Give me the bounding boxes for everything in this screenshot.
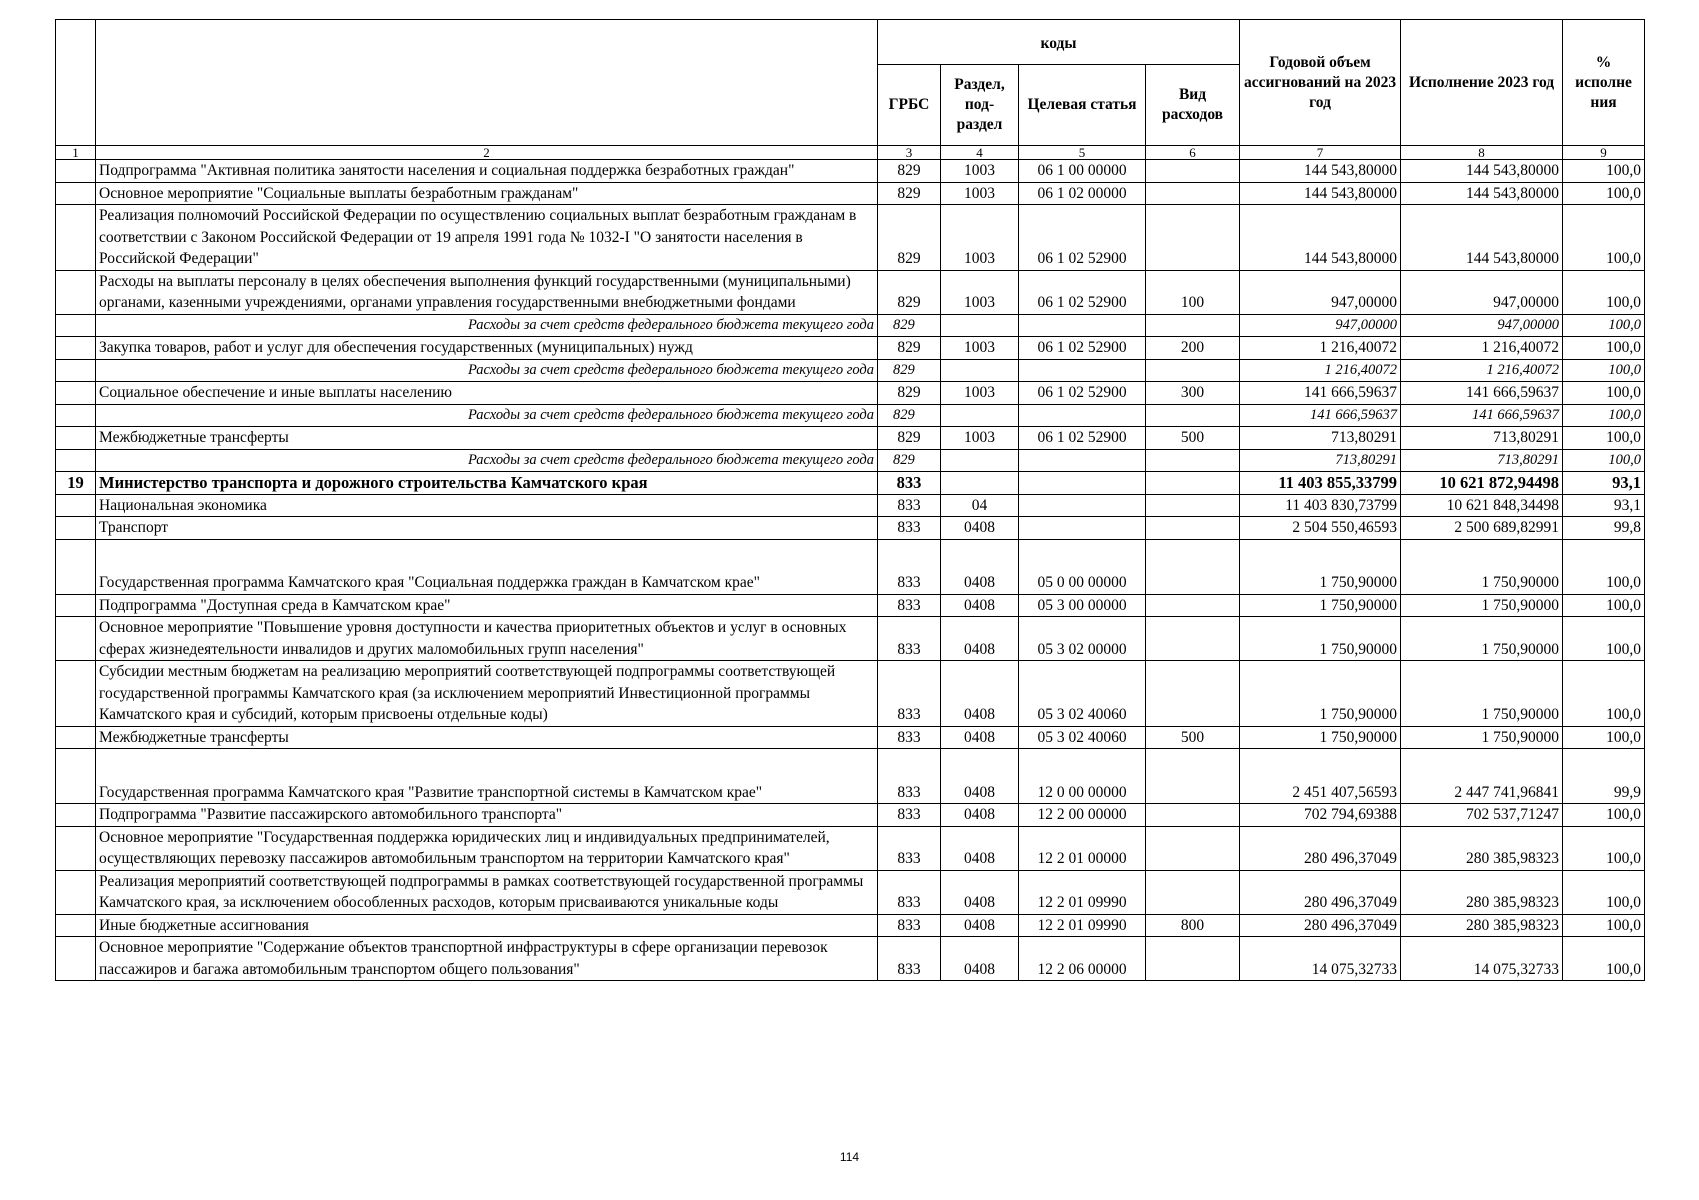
row-percent: 100,0 (1563, 337, 1645, 360)
row-execution: 713,80291 (1401, 427, 1563, 450)
row-target (1019, 449, 1146, 472)
row-annual: 144 543,80000 (1240, 160, 1401, 183)
row-percent: 100,0 (1563, 359, 1645, 382)
row-description: Министерство транспорта и дорожного строительства Камчатского края (96, 472, 878, 495)
row-annual: 1 750,90000 (1240, 726, 1401, 749)
table-row (56, 937, 1645, 981)
column-number-cell: 5 (1019, 146, 1146, 160)
page-number: 114 (839, 1150, 860, 1164)
row-description: Основное мероприятие "Социальные выплаты безработным гражданам" (96, 182, 878, 205)
row-target (1019, 404, 1146, 427)
row-description: Социальное обеспечение и иные выплаты населению (96, 382, 878, 405)
row-grbs: 833 (878, 539, 941, 594)
row-expense-type: 500 (1146, 427, 1240, 450)
row-expense-type (1146, 870, 1240, 914)
row-percent: 100,0 (1563, 205, 1645, 271)
row-number (56, 914, 96, 937)
row-description: Реализация полномочий Российской Федерации по осуществлению социальных выплат безработным гражданам в соответствии с Законом Российской Федерации от 19 апреля 1991 года № 1032-I "О занятости населения в Российской Федерации" (96, 205, 878, 271)
row-annual: 11 403 855,33799 (1240, 472, 1401, 495)
row-execution: 1 750,90000 (1401, 661, 1563, 727)
row-section: 1003 (941, 160, 1019, 183)
row-description: Подпрограмма "Активная политика занятости населения и социальная поддержка безработных граждан" (96, 160, 878, 183)
row-percent: 93,1 (1563, 494, 1645, 517)
row-annual: 141 666,59637 (1240, 404, 1401, 427)
row-execution: 144 543,80000 (1401, 182, 1563, 205)
row-number (56, 937, 96, 981)
row-section: 1003 (941, 182, 1019, 205)
row-percent: 100,0 (1563, 914, 1645, 937)
table-row (56, 749, 1645, 804)
row-percent: 100,0 (1563, 182, 1645, 205)
row-section: 0408 (941, 539, 1019, 594)
row-percent: 100,0 (1563, 937, 1645, 981)
row-description: Расходы на выплаты персоналу в целях обеспечения выполнения функций государственными (муниципальными) органами, казенными учреждениями, органами управления государственными внебюджетными фондами (96, 270, 878, 314)
row-target: 12 2 06 00000 (1019, 937, 1146, 981)
row-target (1019, 494, 1146, 517)
row-number (56, 494, 96, 517)
row-annual: 947,00000 (1240, 314, 1401, 337)
row-number (56, 382, 96, 405)
row-target: 05 3 02 40060 (1019, 726, 1146, 749)
row-annual: 144 543,80000 (1240, 182, 1401, 205)
row-grbs: 829 (878, 314, 941, 337)
row-target: 12 2 00 00000 (1019, 804, 1146, 827)
row-percent: 100,0 (1563, 617, 1645, 661)
row-description: Подпрограмма "Доступная среда в Камчатском крае" (96, 594, 878, 617)
row-expense-type: 100 (1146, 270, 1240, 314)
row-description: Расходы за счет средств федерального бюджета текущего года (96, 359, 878, 382)
row-grbs: 829 (878, 427, 941, 450)
row-grbs: 829 (878, 382, 941, 405)
row-execution: 1 750,90000 (1401, 539, 1563, 594)
row-percent: 100,0 (1563, 160, 1645, 183)
row-section: 1003 (941, 205, 1019, 271)
row-target: 06 1 02 52900 (1019, 427, 1146, 450)
row-section: 1003 (941, 270, 1019, 314)
row-description: Основное мероприятие "Государственная поддержка юридических лиц и индивидуальных предпринимателей, осуществляющих перевозку пассажиров автомобильным транспортом на территории Камчатского края" (96, 826, 878, 870)
row-expense-type (1146, 749, 1240, 804)
row-annual: 14 075,32733 (1240, 937, 1401, 981)
row-annual: 141 666,59637 (1240, 382, 1401, 405)
row-grbs: 833 (878, 494, 941, 517)
row-description: Расходы за счет средств федерального бюджета текущего года (96, 404, 878, 427)
row-annual: 11 403 830,73799 (1240, 494, 1401, 517)
row-grbs: 833 (878, 472, 941, 495)
row-number (56, 205, 96, 271)
row-percent: 99,8 (1563, 517, 1645, 540)
row-percent: 100,0 (1563, 726, 1645, 749)
row-annual: 280 496,37049 (1240, 870, 1401, 914)
row-target: 05 0 00 00000 (1019, 539, 1146, 594)
row-execution: 1 216,40072 (1401, 359, 1563, 382)
row-section: 0408 (941, 826, 1019, 870)
row-section (941, 359, 1019, 382)
header-section: Раздел, под-раздел (941, 65, 1019, 146)
row-percent: 100,0 (1563, 404, 1645, 427)
row-percent: 93,1 (1563, 472, 1645, 495)
row-description: Государственная программа Камчатского края "Развитие транспортной системы в Камчатском крае" (96, 749, 878, 804)
column-number-cell: 9 (1563, 146, 1645, 160)
row-description: Закупка товаров, работ и услуг для обеспечения государственных (муниципальных) нужд (96, 337, 878, 360)
row-annual: 280 496,37049 (1240, 914, 1401, 937)
row-expense-type (1146, 472, 1240, 495)
row-grbs: 833 (878, 804, 941, 827)
row-target: 05 3 02 40060 (1019, 661, 1146, 727)
row-number (56, 661, 96, 727)
header-num (56, 20, 96, 146)
header-execution: Исполнение 2023 год (1401, 20, 1563, 146)
table-row (56, 826, 1645, 870)
table-row (56, 449, 1645, 472)
table-body (56, 160, 1645, 981)
row-target (1019, 517, 1146, 540)
row-expense-type (1146, 160, 1240, 183)
row-expense-type: 800 (1146, 914, 1240, 937)
row-target (1019, 359, 1146, 382)
row-section (941, 404, 1019, 427)
table-row (56, 494, 1645, 517)
row-description: Подпрограмма "Развитие пассажирского автомобильного транспорта" (96, 804, 878, 827)
row-section: 0408 (941, 914, 1019, 937)
row-annual: 1 216,40072 (1240, 337, 1401, 360)
row-target: 06 1 02 52900 (1019, 382, 1146, 405)
table-row (56, 726, 1645, 749)
row-execution: 141 666,59637 (1401, 382, 1563, 405)
row-percent: 100,0 (1563, 594, 1645, 617)
row-expense-type (1146, 404, 1240, 427)
row-expense-type (1146, 449, 1240, 472)
column-number-cell: 3 (878, 146, 941, 160)
row-annual: 2 504 550,46593 (1240, 517, 1401, 540)
row-execution: 10 621 848,34498 (1401, 494, 1563, 517)
row-annual: 144 543,80000 (1240, 205, 1401, 271)
row-annual: 713,80291 (1240, 449, 1401, 472)
row-execution: 1 216,40072 (1401, 337, 1563, 360)
row-grbs: 833 (878, 870, 941, 914)
table-row (56, 661, 1645, 727)
table-row (56, 914, 1645, 937)
row-grbs: 833 (878, 749, 941, 804)
header-percent: % исполне ния (1563, 20, 1645, 146)
row-grbs: 829 (878, 205, 941, 271)
row-number (56, 749, 96, 804)
row-annual: 947,00000 (1240, 270, 1401, 314)
row-percent: 100,0 (1563, 661, 1645, 727)
table-row (56, 870, 1645, 914)
row-description: Расходы за счет средств федерального бюджета текущего года (96, 314, 878, 337)
budget-execution-table (55, 19, 1645, 981)
row-section: 04 (941, 494, 1019, 517)
row-target: 06 1 00 00000 (1019, 160, 1146, 183)
row-description: Национальная экономика (96, 494, 878, 517)
row-description: Реализация мероприятий соответствующей подпрограммы в рамках соответствующей государственной программы Камчатского края, за исключением обособленных расходов, которым присваиваются уникальные коды (96, 870, 878, 914)
row-expense-type (1146, 359, 1240, 382)
row-target (1019, 314, 1146, 337)
table-row (56, 404, 1645, 427)
row-execution: 947,00000 (1401, 270, 1563, 314)
table-row (56, 182, 1645, 205)
row-grbs: 833 (878, 517, 941, 540)
row-expense-type (1146, 617, 1240, 661)
row-number (56, 359, 96, 382)
row-execution: 14 075,32733 (1401, 937, 1563, 981)
row-expense-type (1146, 494, 1240, 517)
row-description: Субсидии местным бюджетам на реализацию мероприятий соответствующей подпрограммы соответствующей государственной программы Камчатского края (за исключением мероприятий Инвестиционной программы Камчатского края и субсидий, которым присвоены отдельные коды) (96, 661, 878, 727)
row-number (56, 804, 96, 827)
row-number (56, 160, 96, 183)
row-number (56, 870, 96, 914)
row-expense-type (1146, 314, 1240, 337)
row-target: 05 3 02 00000 (1019, 617, 1146, 661)
row-target: 06 1 02 52900 (1019, 205, 1146, 271)
row-number (56, 726, 96, 749)
row-grbs: 833 (878, 937, 941, 981)
row-expense-type (1146, 517, 1240, 540)
column-number-cell: 8 (1401, 146, 1563, 160)
row-target: 12 2 01 09990 (1019, 870, 1146, 914)
column-number-cell: 4 (941, 146, 1019, 160)
row-grbs: 829 (878, 449, 941, 472)
table-row (56, 427, 1645, 450)
row-number (56, 337, 96, 360)
row-percent: 100,0 (1563, 382, 1645, 405)
row-description: Межбюджетные трансферты (96, 427, 878, 450)
row-expense-type (1146, 539, 1240, 594)
row-annual: 1 750,90000 (1240, 594, 1401, 617)
row-section: 0408 (941, 804, 1019, 827)
row-percent: 100,0 (1563, 539, 1645, 594)
row-annual: 2 451 407,56593 (1240, 749, 1401, 804)
row-section (941, 449, 1019, 472)
row-execution: 1 750,90000 (1401, 617, 1563, 661)
column-number-cell: 7 (1240, 146, 1401, 160)
row-number (56, 427, 96, 450)
table-row (56, 205, 1645, 271)
row-expense-type (1146, 937, 1240, 981)
table-row (56, 270, 1645, 314)
row-section: 1003 (941, 427, 1019, 450)
row-grbs: 829 (878, 359, 941, 382)
row-target: 12 0 00 00000 (1019, 749, 1146, 804)
row-target: 06 1 02 52900 (1019, 270, 1146, 314)
row-percent: 99,9 (1563, 749, 1645, 804)
row-execution: 702 537,71247 (1401, 804, 1563, 827)
row-expense-type (1146, 182, 1240, 205)
row-grbs: 829 (878, 404, 941, 427)
row-section (941, 472, 1019, 495)
row-number (56, 539, 96, 594)
row-number: 19 (56, 472, 96, 495)
row-annual: 713,80291 (1240, 427, 1401, 450)
row-annual: 1 750,90000 (1240, 661, 1401, 727)
table-row (56, 594, 1645, 617)
row-execution: 2 447 741,96841 (1401, 749, 1563, 804)
budget-table-sheet (55, 19, 1644, 981)
table-row (56, 160, 1645, 183)
row-percent: 100,0 (1563, 270, 1645, 314)
row-description: Межбюджетные трансферты (96, 726, 878, 749)
row-section: 0408 (941, 937, 1019, 981)
row-target: 12 2 01 00000 (1019, 826, 1146, 870)
row-percent: 100,0 (1563, 449, 1645, 472)
row-execution: 280 385,98323 (1401, 826, 1563, 870)
row-section: 0408 (941, 749, 1019, 804)
header-codes: коды (878, 20, 1240, 65)
row-percent: 100,0 (1563, 870, 1645, 914)
row-expense-type (1146, 661, 1240, 727)
row-description: Расходы за счет средств федерального бюджета текущего года (96, 449, 878, 472)
row-target: 06 1 02 00000 (1019, 182, 1146, 205)
row-description: Иные бюджетные ассигнования (96, 914, 878, 937)
header-expense-type: Вид расходов (1146, 65, 1240, 146)
header-description (96, 20, 878, 146)
row-grbs: 833 (878, 594, 941, 617)
row-grbs: 833 (878, 914, 941, 937)
row-target: 05 3 00 00000 (1019, 594, 1146, 617)
row-annual: 280 496,37049 (1240, 826, 1401, 870)
row-expense-type: 300 (1146, 382, 1240, 405)
row-annual: 1 750,90000 (1240, 617, 1401, 661)
row-percent: 100,0 (1563, 427, 1645, 450)
table-row (56, 804, 1645, 827)
header-annual: Годовой объем ассигнований на 2023 год (1240, 20, 1401, 146)
table-row (56, 517, 1645, 540)
row-annual: 702 794,69388 (1240, 804, 1401, 827)
row-number (56, 517, 96, 540)
row-grbs: 829 (878, 160, 941, 183)
table-row (56, 359, 1645, 382)
row-expense-type (1146, 594, 1240, 617)
row-grbs: 829 (878, 182, 941, 205)
row-section: 1003 (941, 337, 1019, 360)
row-expense-type (1146, 826, 1240, 870)
row-expense-type: 200 (1146, 337, 1240, 360)
row-expense-type: 500 (1146, 726, 1240, 749)
row-section (941, 314, 1019, 337)
table-row (56, 314, 1645, 337)
row-grbs: 833 (878, 726, 941, 749)
table-row (56, 472, 1645, 495)
table-row (56, 337, 1645, 360)
table-row (56, 617, 1645, 661)
row-percent: 100,0 (1563, 826, 1645, 870)
row-grbs: 833 (878, 661, 941, 727)
row-number (56, 826, 96, 870)
header-grbs: ГРБС (878, 65, 941, 146)
row-number (56, 182, 96, 205)
row-percent: 100,0 (1563, 314, 1645, 337)
row-execution: 10 621 872,94498 (1401, 472, 1563, 495)
row-number (56, 314, 96, 337)
row-execution: 947,00000 (1401, 314, 1563, 337)
row-number (56, 270, 96, 314)
row-number (56, 594, 96, 617)
column-number-cell: 1 (56, 146, 96, 160)
row-grbs: 829 (878, 270, 941, 314)
row-execution: 1 750,90000 (1401, 726, 1563, 749)
row-target: 12 2 01 09990 (1019, 914, 1146, 937)
row-section: 0408 (941, 726, 1019, 749)
row-expense-type (1146, 205, 1240, 271)
row-execution: 713,80291 (1401, 449, 1563, 472)
column-number-cell: 2 (96, 146, 878, 160)
row-grbs: 829 (878, 337, 941, 360)
header-row-1 (56, 20, 1645, 65)
row-execution: 280 385,98323 (1401, 870, 1563, 914)
row-annual: 1 750,90000 (1240, 539, 1401, 594)
row-section: 0408 (941, 870, 1019, 914)
row-description: Основное мероприятие "Повышение уровня доступности и качества приоритетных объектов и услуг в основных сферах жизнедеятельности инвалидов и других маломобильных групп населения" (96, 617, 878, 661)
row-number (56, 404, 96, 427)
row-expense-type (1146, 804, 1240, 827)
table-row (56, 382, 1645, 405)
column-numbers-row (56, 146, 1645, 160)
row-execution: 144 543,80000 (1401, 205, 1563, 271)
header-target: Целевая статья (1019, 65, 1146, 146)
row-section: 0408 (941, 517, 1019, 540)
row-grbs: 833 (878, 617, 941, 661)
row-grbs: 833 (878, 826, 941, 870)
row-percent: 100,0 (1563, 804, 1645, 827)
row-section: 1003 (941, 382, 1019, 405)
row-section: 0408 (941, 617, 1019, 661)
row-target (1019, 472, 1146, 495)
row-description: Транспорт (96, 517, 878, 540)
row-target: 06 1 02 52900 (1019, 337, 1146, 360)
row-section: 0408 (941, 661, 1019, 727)
row-description: Основное мероприятие "Содержание объектов транспортной инфраструктуры в сфере организации перевозок пассажиров и багажа автомобильным транспортом общего пользования" (96, 937, 878, 981)
row-number (56, 449, 96, 472)
row-number (56, 617, 96, 661)
row-annual: 1 216,40072 (1240, 359, 1401, 382)
row-execution: 280 385,98323 (1401, 914, 1563, 937)
column-number-cell: 6 (1146, 146, 1240, 160)
row-section: 0408 (941, 594, 1019, 617)
table-row (56, 539, 1645, 594)
row-execution: 141 666,59637 (1401, 404, 1563, 427)
row-execution: 1 750,90000 (1401, 594, 1563, 617)
row-description: Государственная программа Камчатского края "Социальная поддержка граждан в Камчатском крае" (96, 539, 878, 594)
row-execution: 144 543,80000 (1401, 160, 1563, 183)
row-execution: 2 500 689,82991 (1401, 517, 1563, 540)
